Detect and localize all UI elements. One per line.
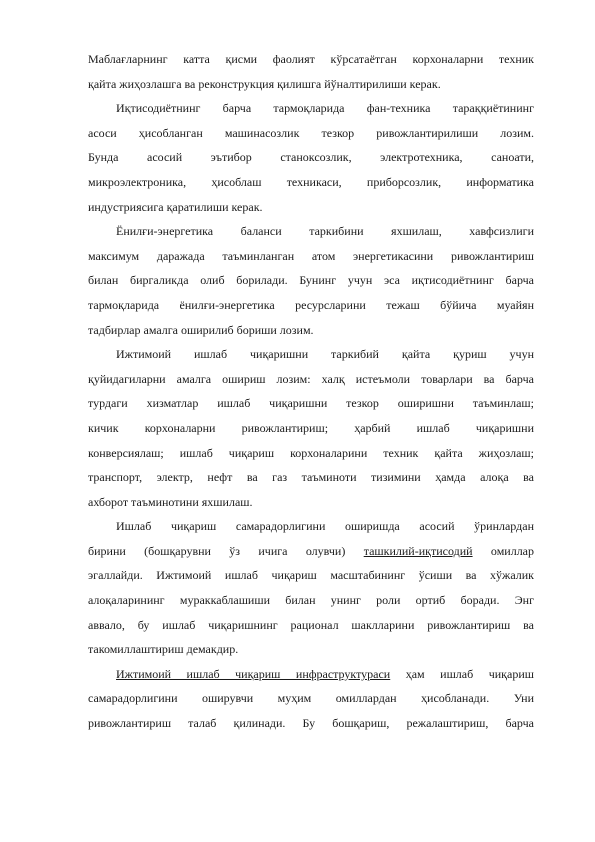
text-line: Бунда асосий эътибор станоксозлик, электротехника, саноати,	[88, 150, 534, 165]
text-line: самарадорлигини оширувчи муҳим омиллардан ҳисобланади. Уни	[88, 691, 534, 706]
text-line: алоқаларининг мураккаблашиши билан унинг роли ортиб боради. Энг	[88, 593, 534, 608]
text-line: кичик корхоналарни ривожлантириш; ҳарбий ишлаб чиқаришни	[88, 420, 534, 435]
text-line-with-link	[88, 662, 534, 687]
text-line: тадбирлар амалга оширилиб бориши лозим.	[88, 322, 314, 337]
text-line: асоси ҳисобланган машинасозлик тезкор ривожлантирилиши лозим.	[88, 125, 534, 140]
text-line: қуйидагиларни амалга ошириш лозим: халқ истеъмоли товарлари ва барча	[88, 371, 534, 386]
text-line: транспорт, электр, нефт ва газ таъминоти тизимини ҳамда алоқа ва	[88, 470, 534, 485]
text-segment: бирини (бошқарувни ўз ичига олувчи)	[88, 543, 346, 558]
paragraph-1	[88, 47, 534, 96]
text-line-with-link	[88, 539, 534, 564]
paragraph-2	[88, 96, 534, 219]
paragraph-4	[88, 342, 534, 514]
paragraph-5	[88, 514, 534, 662]
paragraph-6	[88, 662, 534, 736]
text-line: қайта жиҳозлашга ва реконструкция қилишга йўналтирилиши керак.	[88, 76, 441, 91]
text-line: турдаги хизматлар ишлаб чиқаришни тезкор оширишни таъминлаш;	[88, 396, 534, 411]
text-line: конверсиялаш; ишлаб чиқариш корхоналарини техник қайта жиҳозлаш;	[88, 445, 534, 460]
document-page	[88, 47, 534, 736]
text-line: индустриясига қаратилиши керак.	[88, 199, 263, 214]
text-segment: ҳам ишлаб чиқариш	[405, 666, 534, 681]
link-ijtimoiy-infrastruktura[interactable]: Ижтимоий ишлаб чиқариш инфраструктураси	[116, 666, 391, 681]
text-line: Ишлаб чиқариш самарадорлигини оширишда асосий ўринлардан	[116, 519, 534, 534]
text-line: такомиллаштириш демакдир.	[88, 642, 239, 657]
text-line: ривожлантириш талаб қилинади. Бу бошқариш, режалаштириш, барча	[88, 716, 534, 731]
text-segment: омиллар	[490, 543, 535, 558]
text-line: максимум даражада таъминланган атом энергетикасини ривожлантириш	[88, 248, 534, 263]
text-line: эгаллайди. Ижтимоий ишлаб чиқариш масштабининг ўсиши ва хўжалик	[88, 568, 534, 583]
link-tashkiliy-iqtisodiy[interactable]: ташкилий-иқтисодий	[363, 543, 473, 558]
text-line: Ижтимоий ишлаб чиқаришни таркибий қайта қуриш учун	[116, 347, 534, 362]
text-line: билан биргаликда олиб борилади. Бунинг учун эса иқтисодиётнинг барча	[88, 273, 534, 288]
paragraph-3	[88, 219, 534, 342]
text-line: тармоқларида ёнилғи-энергетика ресурсларини тежаш бўйича муайян	[88, 297, 534, 312]
text-line: аввало, бу ишлаб чиқаришнинг рационал шаклларини ривожлантириш ва	[88, 617, 534, 632]
text-line: ахборот таъминотини яхшилаш.	[88, 494, 253, 509]
text-line: Маблағларнинг катта қисми фаолият кўрсатаётган корхоналарни техник	[88, 52, 534, 66]
text-line: микроэлектроника, ҳисоблаш техникаси, приборсозлик, информатика	[88, 174, 534, 189]
text-line: Ёнилғи-энергетика баланси таркибини яхшилаш, хавфсизлиги	[116, 224, 534, 239]
text-line: Иқтисодиётнинг барча тармоқларида фан-техника тараққиётининг	[116, 101, 534, 116]
